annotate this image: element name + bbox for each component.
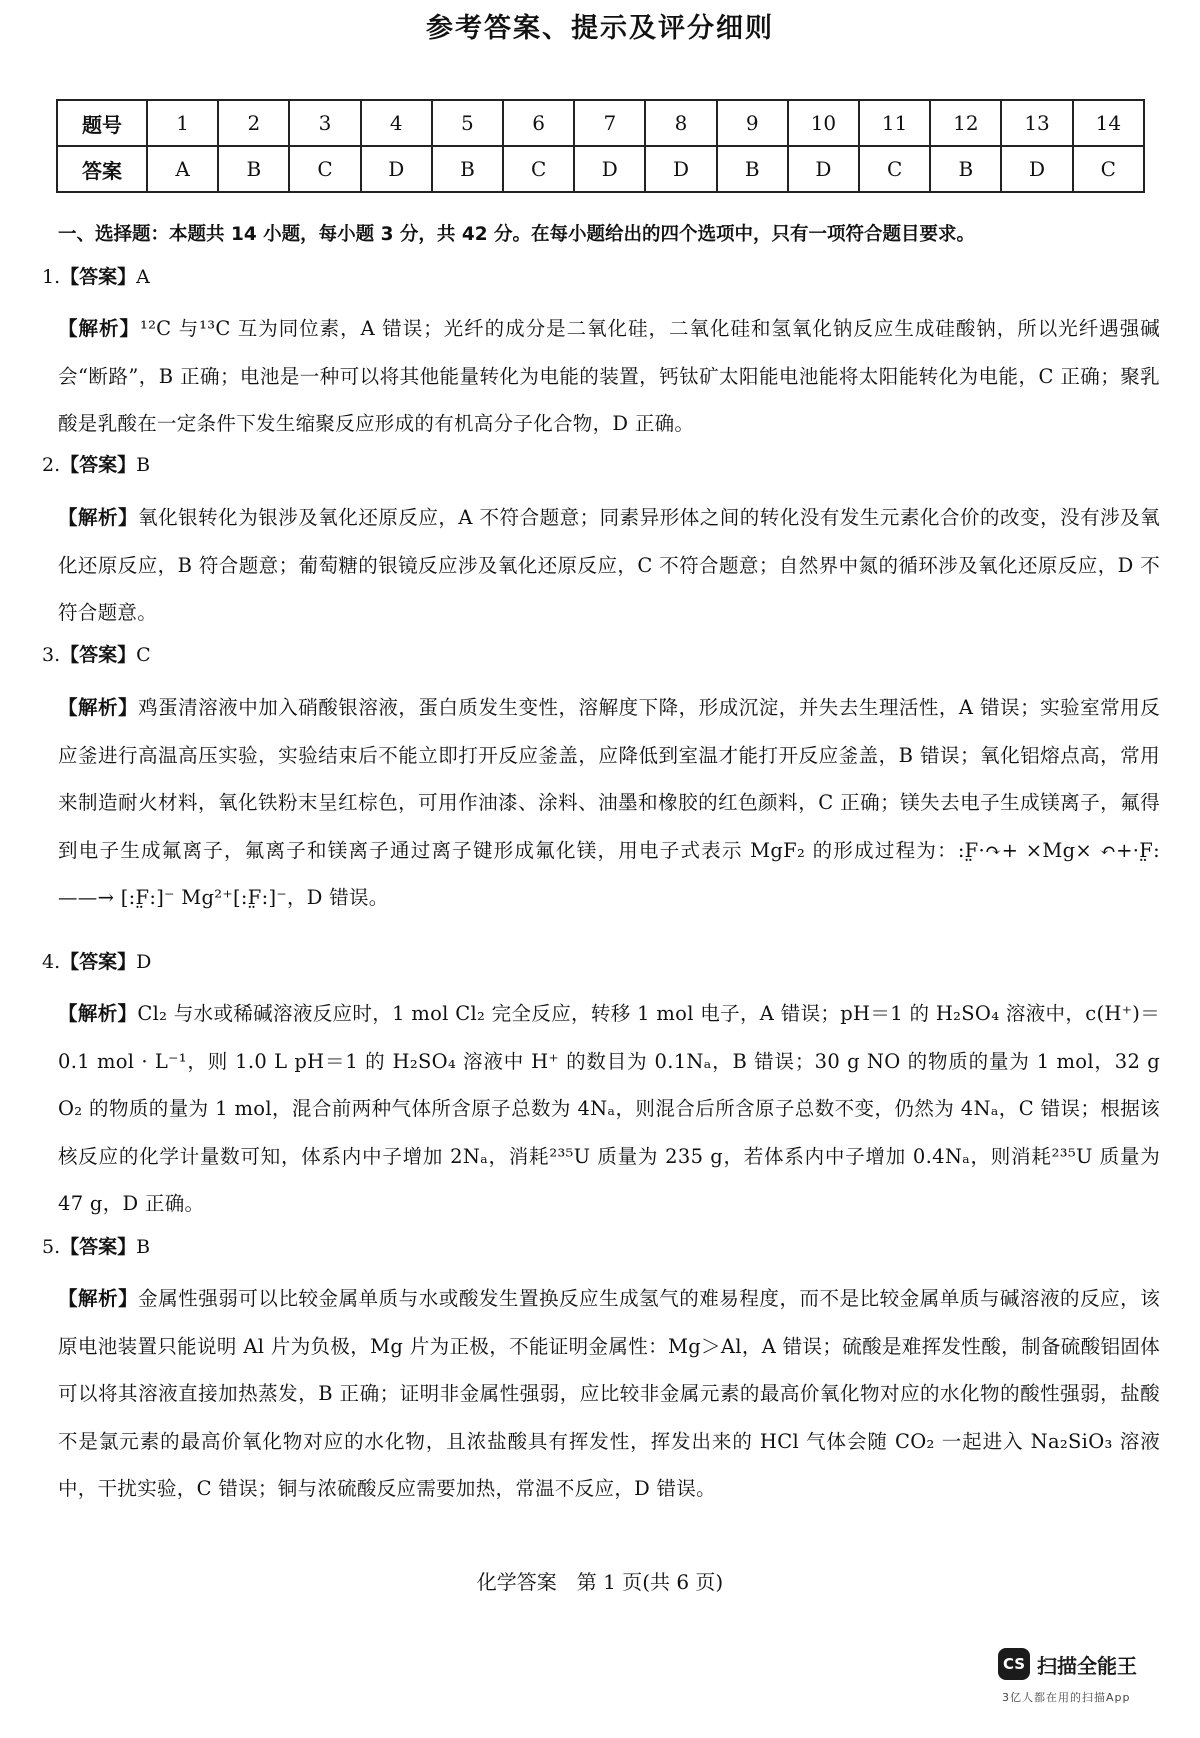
answer-value: A (136, 266, 150, 288)
answer-line (42, 640, 151, 667)
explanation-label: 【解析】 (58, 696, 139, 719)
answer-table (56, 99, 1145, 193)
explanation-label: 【解析】 (58, 506, 139, 529)
question-number-cell: 6 (503, 100, 574, 146)
explanation-text: 鸡蛋清溶液中加入硝酸银溶液，蛋白质发生变性，溶解度下降，形成沉淀，并失去生理活性，A 错误；实验室常用反应釜进行高温高压实验，实验结束后不能立即打开反应釜盖，应降低到室温才能打开反应釜盖，B 错误；氧化铝熔点高，常用来制造耐火材料，氧化铁粉末呈红棕色，可用作油漆、涂料、油墨和橡胶的红色颜料，C 正确；镁失去电子生成镁离子，氟得到电子生成氟离子，氟离子和镁离子通过离子键形成氟化镁，用电子式表示 MgF₂ 的形成过程为：:F̤·↷+ ×Mg× ↶+·F̤: ——→ [:F̤:]⁻ Mg²⁺[:F̤:]⁻，D 错误。 (58, 696, 1160, 909)
explanation-paragraph (58, 990, 1160, 1228)
answer-value: D (136, 951, 152, 973)
explanation-paragraph (58, 305, 1160, 448)
watermark-app-name: 扫描全能王 (1037, 1654, 1137, 1678)
answer-value: B (136, 454, 151, 476)
question-number-cell: 13 (1001, 100, 1072, 146)
answer-row (57, 146, 1144, 192)
question-number-cell: 3 (289, 100, 360, 146)
explanation-text: ¹²C 与¹³C 互为同位素，A 错误；光纤的成分是二氧化硅，二氧化硅和氢氧化钠反应生成硅酸钠，所以光纤遇强碱会“断路”，B 正确；电池是一种可以将其他能量转化为电能的装置，钙钛矿太阳能电池能将太阳能转化为电能，C 正确；聚乳酸是乳酸在一定条件下发生缩聚反应形成的有机高分子化合物，D 正确。 (58, 317, 1160, 435)
answer-cell: C (859, 146, 930, 192)
question-number-cell: 8 (645, 100, 716, 146)
answer-cell: D (645, 146, 716, 192)
question-number-cell: 9 (717, 100, 788, 146)
explanation-label: 【解析】 (58, 1002, 138, 1025)
question-number-cell: 14 (1073, 100, 1144, 146)
camscanner-logo-icon: CS (998, 1648, 1030, 1680)
answer-cell: B (432, 146, 503, 192)
question-number-cell: 10 (788, 100, 859, 146)
question-number-cell: 7 (574, 100, 645, 146)
question-number-cell: 1 (147, 100, 218, 146)
item-number: 4. (42, 951, 61, 973)
answer-label: 【答案】 (60, 951, 137, 973)
question-number-cell: 2 (218, 100, 289, 146)
answer-value: C (136, 644, 151, 666)
answer-cell: B (717, 146, 788, 192)
question-number-cell: 11 (859, 100, 930, 146)
page-footer: 化学答案 第 1 页(共 6 页) (476, 1570, 724, 1594)
answer-line (42, 947, 151, 974)
explanation-text: 金属性强弱可以比较金属单质与水或酸发生置换反应生成氢气的难易程度，而不是比较金属单质与碱溶液的反应，该原电池装置只能说明 Al 片为负极，Mg 片为正极，不能证明金属性：Mg＞Al，A 错误；硫酸是难挥发性酸，制备硫酸铝固体可以将其溶液直接加热蒸发，B 正确；证明非金属性强弱，应比较非金属元素的最高价氧化物对应的水化物的酸性强弱，盐酸不是氯元素的最高价氧化物对应的水化物，且浓盐酸具有挥发性，挥发出来的 HCl 气体会随 CO₂ 一起进入 Na₂SiO₃ 溶液中，干扰实验，C 错误；铜与浓硫酸反应需要加热，常温不反应，D 错误。 (58, 1287, 1160, 1500)
answer-label: 【答案】 (60, 454, 137, 476)
question-number-cell: 5 (432, 100, 503, 146)
item-number: 3. (42, 644, 61, 666)
row-header-question-number: 题号 (57, 100, 147, 146)
answer-value: B (136, 1236, 151, 1258)
explanation-label: 【解析】 (58, 1287, 139, 1310)
answer-cell: C (289, 146, 360, 192)
watermark-tagline: 3亿人都在用的扫描App (1002, 1691, 1131, 1704)
question-number-row (57, 100, 1144, 146)
explanation-paragraph (58, 494, 1160, 637)
answer-cell: B (930, 146, 1001, 192)
item-number: 2. (42, 454, 61, 476)
question-number-cell: 4 (361, 100, 432, 146)
answer-cell: D (1001, 146, 1072, 192)
answer-cell: B (218, 146, 289, 192)
answer-cell: D (574, 146, 645, 192)
item-number: 5. (42, 1236, 61, 1258)
section-heading: 一、选择题：本题共 14 小题，每小题 3 分，共 42 分。在每小题给出的四个选项中，只有一项符合题目要求。 (58, 224, 976, 245)
explanation-paragraph (58, 684, 1160, 922)
item-number: 1. (42, 266, 61, 288)
answer-label: 【答案】 (60, 644, 137, 666)
answer-line (42, 262, 150, 289)
answer-cell: C (503, 146, 574, 192)
row-header-answer: 答案 (57, 146, 147, 192)
answer-cell: A (147, 146, 218, 192)
answer-cell: D (788, 146, 859, 192)
page-title: 参考答案、提示及评分细则 (426, 13, 774, 44)
explanation-paragraph (58, 1275, 1160, 1513)
answer-line (42, 450, 150, 477)
explanation-text: 氧化银转化为银涉及氧化还原反应，A 不符合题意；同素异形体之间的转化没有发生元素化合价的改变，没有涉及氧化还原反应，B 符合题意；葡萄糖的银镜反应涉及氧化还原反应，C 不符合题意；自然界中氮的循环涉及氧化还原反应，D 不符合题意。 (58, 506, 1160, 624)
answer-label: 【答案】 (60, 266, 137, 288)
answer-label: 【答案】 (60, 1236, 137, 1258)
explanation-label: 【解析】 (58, 317, 140, 340)
explanation-text: Cl₂ 与水或稀碱溶液反应时，1 mol Cl₂ 完全反应，转移 1 mol 电子，A 错误；pH＝1 的 H₂SO₄ 溶液中，c(H⁺)＝0.1 mol · L⁻¹，则 1.0 L pH＝1 的 H₂SO₄ 溶液中 H⁺ 的数目为 0.1Nₐ，B 错误；30 g NO 的物质的量为 1 mol，32 g O₂ 的物质的量为 1 mol，混合前两种气体所含原子总数为 4Nₐ，则混合后所含原子总数不变，仍然为 4Nₐ，C 错误；根据该核反应的化学计量数可知，体系内中子增加 2Nₐ，消耗²³⁵U 质量为 235 g，若体系内中子增加 0.4Nₐ，则消耗²³⁵U 质量为 47 g，D 正确。 (58, 1002, 1161, 1215)
answer-cell: D (361, 146, 432, 192)
answer-cell: C (1073, 146, 1144, 192)
answer-line (42, 1232, 150, 1259)
question-number-cell: 12 (930, 100, 1001, 146)
